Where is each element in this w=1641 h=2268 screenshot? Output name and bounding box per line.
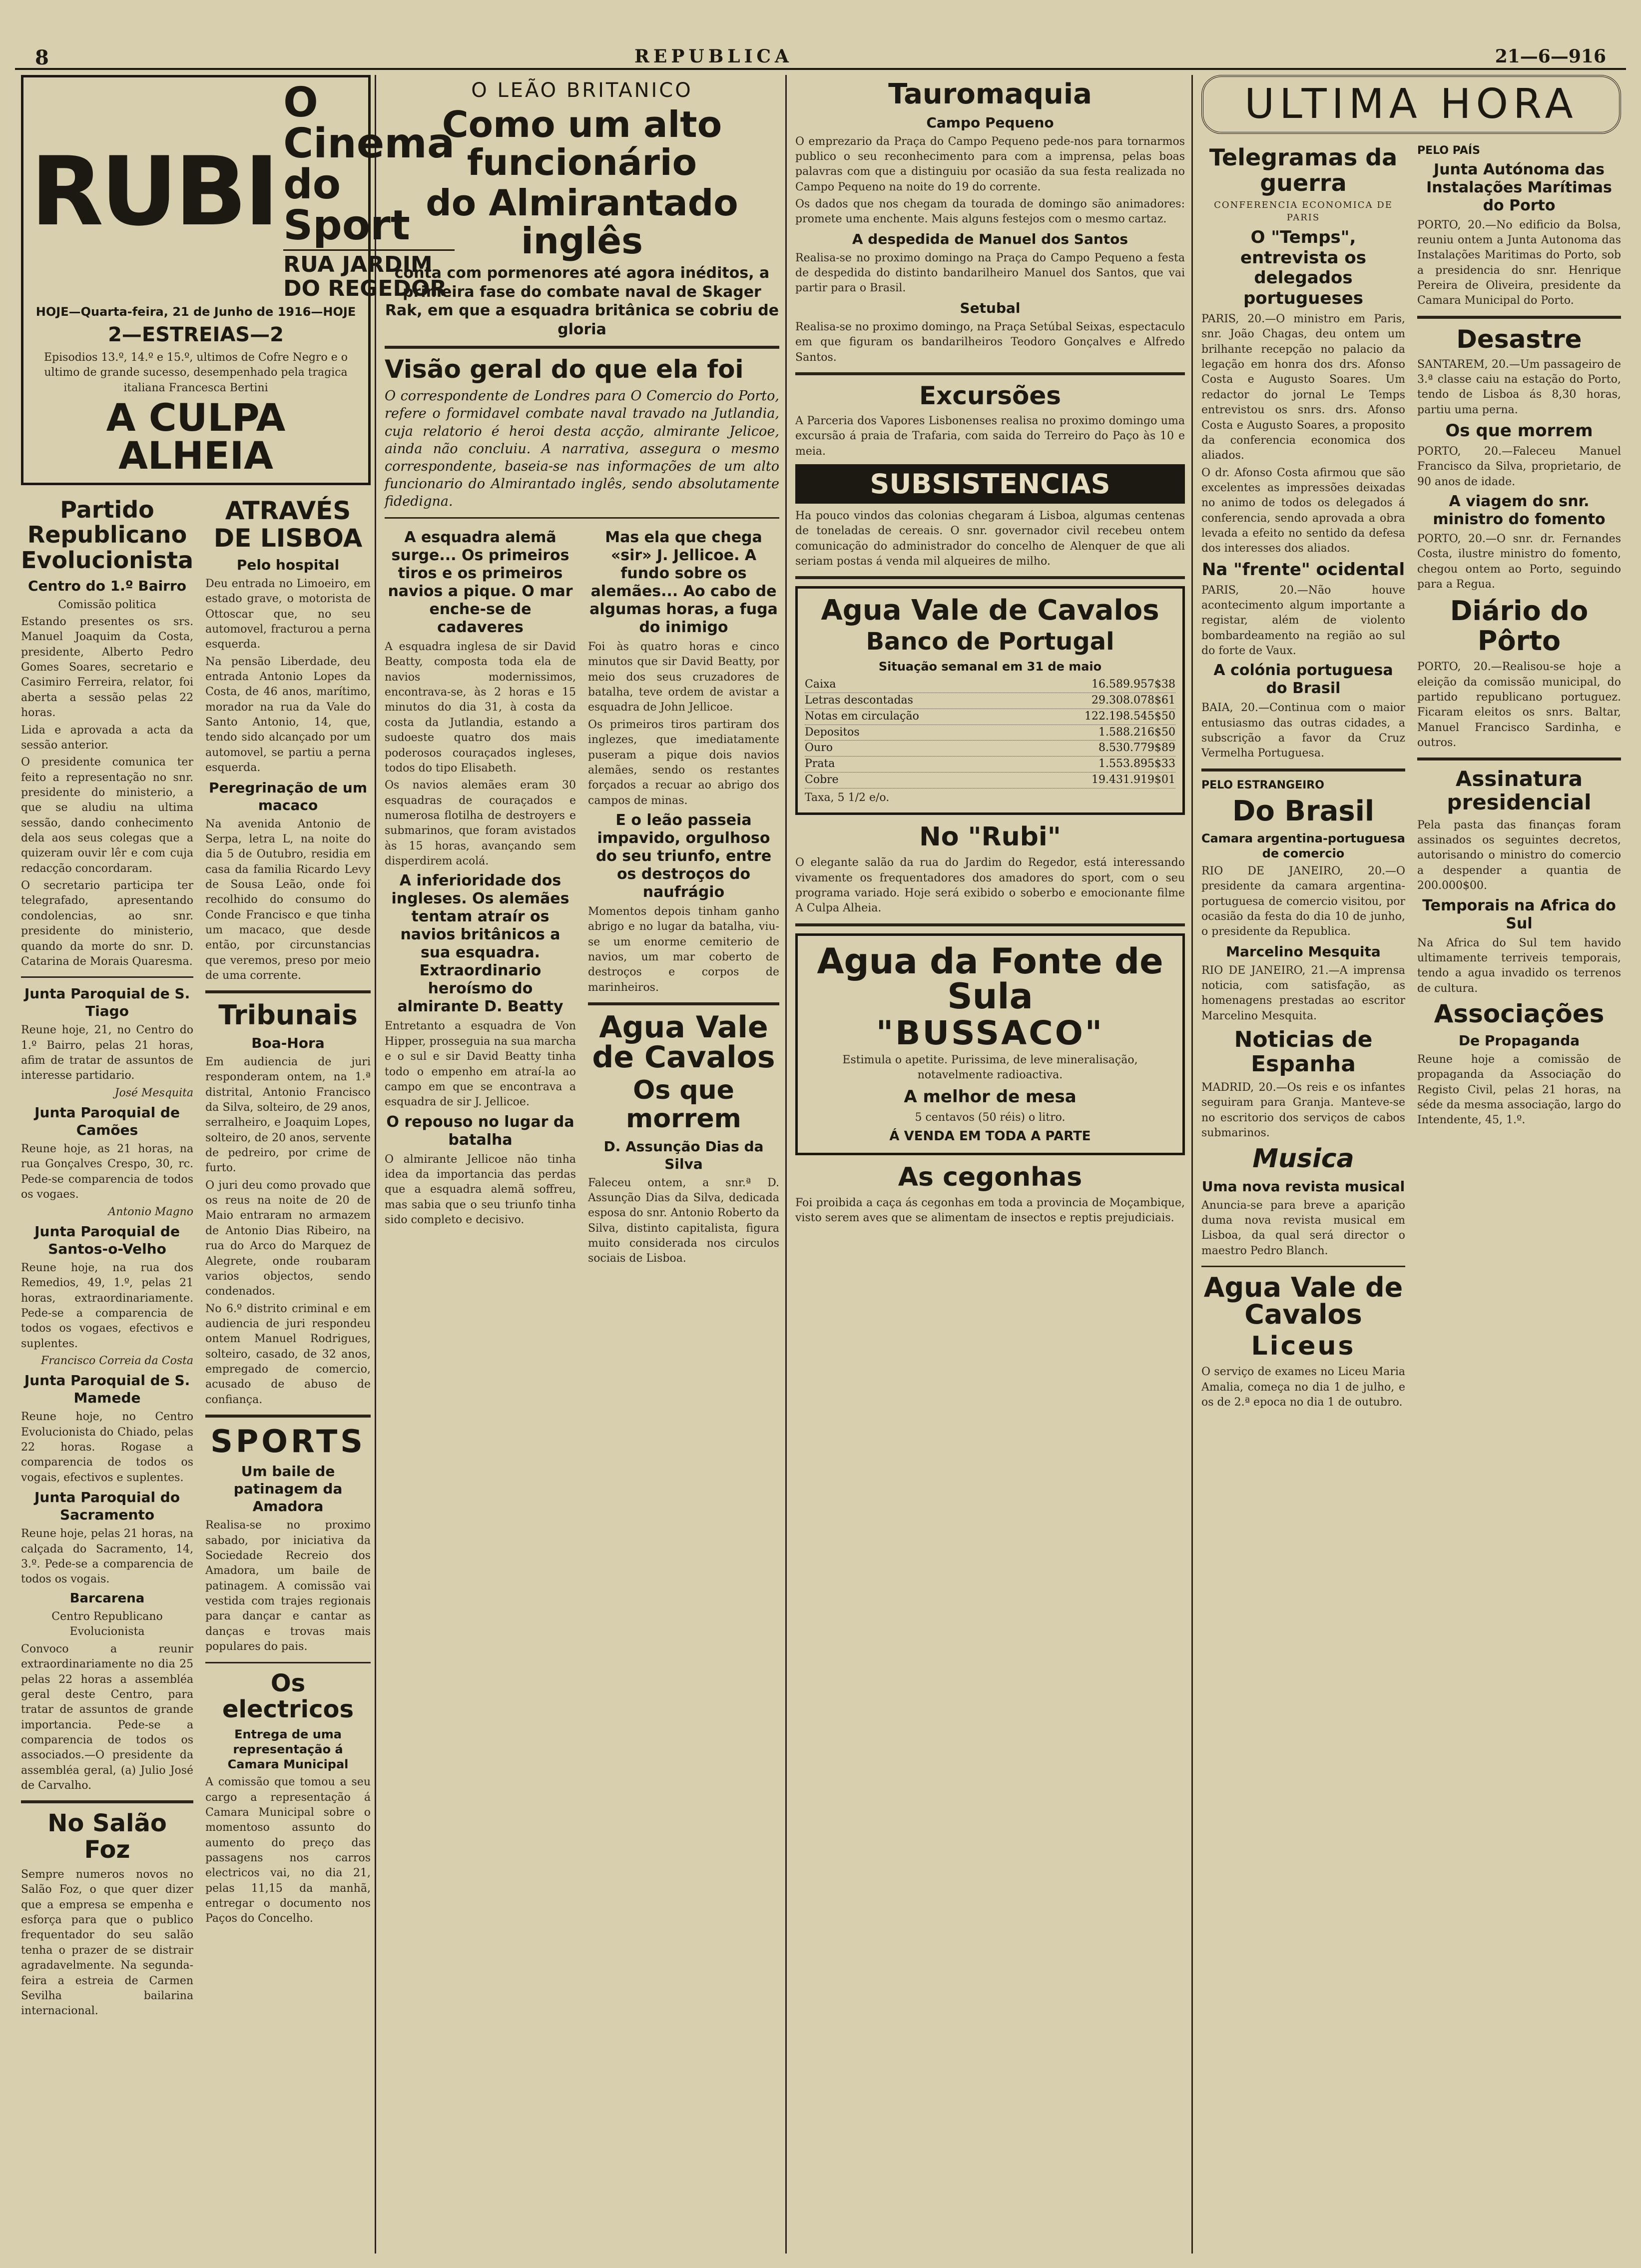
notice-text: Convoco a reunir extraordinariamente no dia 25 pelas 22 horas a assembléa geral deste Centro, para tratar de assuntos de grande importancia. Pede-se a comparencia de todos os associados.—O presidente da assembléa geral, (a) Julio José de Carvalho. bbox=[21, 1642, 194, 1792]
article-title: Partido Republicano Evolucionista bbox=[21, 496, 194, 574]
ad-price: 5 centavos (50 réis) o litro. bbox=[915, 1111, 1066, 1124]
article-title: Do Brasil bbox=[1232, 795, 1375, 828]
rubi-feature: A CULPA ALHEIA bbox=[106, 395, 286, 478]
article-text: Anuncia-se para breve a aparição duma nova revista musical em Lisboa, da qual será director o maestro Pedro Blanch. bbox=[1201, 1199, 1405, 1257]
article-text: Entretanto a esquadra de Von Hipper, prosseguia na sua marcha e o sul e sir David Beatty tinha todo o empenho em atraí-la ao campo em que se encontrava a esquadra de sir J. Jellicoe. bbox=[385, 1020, 576, 1109]
article-text: Pela pasta das finanças foram assinados os seguintes decretos, autorisando o ministro do comercio a despender a quantia de 200.000$00. bbox=[1417, 818, 1621, 892]
section-title: ULTIMA HORA bbox=[1244, 80, 1578, 128]
rubi-logo: RUBI bbox=[30, 136, 277, 247]
rubi-estreias: 2—ESTREIAS—2 bbox=[108, 323, 284, 346]
rubi-cinema-ad bbox=[21, 75, 455, 485]
article-title: Os que morrem bbox=[626, 1075, 741, 1134]
row-value: 122.198.545$50 bbox=[1085, 710, 1175, 723]
article-text: O almirante Jellicoe não tinha idea da importancia das perdas que a esquadra alemã soffreu, mas sabia que o seu triunfo tinha sido completo e decisivo. bbox=[385, 1153, 576, 1227]
section-title: SPORTS bbox=[210, 1423, 366, 1460]
divider bbox=[1417, 316, 1621, 319]
table-row bbox=[805, 772, 1175, 788]
divider bbox=[385, 346, 779, 349]
sub-headline: Mas ela que chega «sir» J. Jellicoe. A fundo sobre os alemães... Ao cabo de algumas horas, a fuga do inimigo bbox=[589, 529, 778, 637]
section-subtitle: De Propaganda bbox=[1458, 1032, 1580, 1049]
sub-headline: A esquadra alemã surge... Os primeiros tiros e os primeiros navios a pique. O mar enche-se de cadaveres bbox=[388, 529, 573, 637]
article-title: Os electricos bbox=[222, 1669, 354, 1724]
article-text: Momentos depois tinham ganho abrigo e no lugar da batalha, viu-se um enorme cemiterio de navios, um mar coberto de destroços e corpos de marinheiros. bbox=[588, 905, 779, 994]
divider bbox=[1417, 757, 1621, 760]
article-text: Na Africa do Sul tem havido ultimamente terriveis temporais, tendo a agua invadido os terrenos de cultura. bbox=[1417, 936, 1621, 995]
column-4 bbox=[1201, 75, 1621, 2254]
col2-split bbox=[385, 526, 779, 1269]
section-label: PELO PAÍS bbox=[1417, 144, 1480, 157]
row-value: 8.530.779$89 bbox=[1098, 742, 1175, 755]
notice-text: Reune hoje, na rua dos Remedios, 49, 1.º, pelas 21 horas, extraordinariamente. Pede-se a comparencia de todos os vogaes, efectivos e suplentes. bbox=[21, 1261, 194, 1350]
divider bbox=[1201, 768, 1405, 771]
row-value: 1.588.216$50 bbox=[1098, 726, 1175, 739]
article-text: Os dados que nos chegam da tourada de domingo são animadores: promete uma enchente. Mais alguns festejos com o mesmo cartaz. bbox=[795, 198, 1185, 226]
article-title: Setubal bbox=[960, 299, 1021, 316]
row-label: Notas em circulação bbox=[805, 710, 919, 723]
headline-deck: conta com pormenores até agora inéditos, a primeira fase do combate naval de Skager Rak, em que a esquadra britânica se cobriu de gloria bbox=[385, 264, 779, 338]
row-value: 1.553.895$33 bbox=[1098, 757, 1175, 770]
row-label: Prata bbox=[805, 757, 835, 770]
column-1 bbox=[21, 75, 455, 2254]
article-text: Faleceu ontem, a snr.ª D. Assunção Dias da Silva, dedicada esposa do snr. Antonio Roberto da Silva, distinto capitalista, figura muito considerada nos circulos sociais de Lisboa. bbox=[588, 1176, 779, 1265]
section-label: PELO ESTRANGEIRO bbox=[1201, 778, 1324, 791]
notice-title: Junta Paroquial de S. Mamede bbox=[24, 1372, 190, 1407]
article-text: O juri deu como provado que os reus na noite de 20 de Maio entraram no armazem de Antonio Dias Ribeiro, na rua do Arco do Marquez de Alegrete, onde roubaram varios objectos, sendo condenados. bbox=[205, 1179, 371, 1298]
article-text: No 6.º distrito criminal e em audiencia de juri respondeu ontem Manuel Rodrigues, solteiro, casado, de 32 anos, empregado de comercio, acusado de abuso de confiança. bbox=[205, 1302, 371, 1406]
article-text: O emprezario da Praça do Campo Pequeno pede-nos para tornarmos publico o seu reconhecimento para com a imprensa, pelas boas palavras com que a distinguiu por ocasião da sua festa realizada no Campo Pequeno na noite do 19 do corrente. bbox=[795, 135, 1185, 193]
issue-date: 21—6—916 bbox=[1495, 46, 1606, 67]
notice-title: Junta Paroquial de Camões bbox=[34, 1104, 180, 1139]
article-subtitle: Comissão politica bbox=[58, 598, 156, 611]
article-text: Os navios alemães eram 30 esquadras de couraçados e numerosa flotilha de destroyers e submarinos, que foram avistados às 15 horas, avançando sem disperdirem acolá. bbox=[385, 779, 576, 868]
article-subtitle: Uma nova revista musical bbox=[1201, 1178, 1405, 1195]
table-row bbox=[805, 741, 1175, 756]
notice-signature: Francisco Correia da Costa bbox=[41, 1355, 194, 1368]
table-row bbox=[805, 693, 1175, 709]
section-headline: Visão geral do que ela foi bbox=[385, 355, 744, 384]
article-text: MADRID, 20.—Os reis e os infantes seguiram para Granja. Manteve-se no escritorio dos serviços de cabos submarinos. bbox=[1201, 1081, 1405, 1139]
article-title: A colónia portuguesa do Brasil bbox=[1213, 662, 1393, 698]
ad-title: Agua da Fonte de Sula bbox=[817, 940, 1163, 1017]
bank-footnote: Taxa, 5 1/2 e/o. bbox=[805, 791, 890, 804]
article-text: PORTO, 20.—Realisou-se hoje a eleição da comissão municipal, do partido republicano portuguez. Ficaram eleitos os snrs. Baltar, Manuel Francisco Sardinha, e outros. bbox=[1417, 661, 1621, 749]
article-text: Os primeiros tiros partiram dos inglezes, que imediatamente puseram a pique dois navios alemães, sendo os restantes forçados a recuar ao abrigo dos campos de minas. bbox=[588, 718, 779, 807]
ad-agua-vale-de-cavalos: Agua Vale de Cavalos bbox=[1203, 1271, 1403, 1330]
section-title: Musica bbox=[1252, 1144, 1354, 1174]
article-text: O elegante salão da rua do Jardim do Regedor, está interessando vivamente os frequentadores dos amadores do sport, com o seu programa variado. Hoje será exibido o soberbo e emocionante filme A Culpa Alheia. bbox=[795, 856, 1185, 915]
divider bbox=[385, 517, 779, 519]
column-3 bbox=[795, 75, 1185, 2254]
table-row bbox=[805, 677, 1175, 693]
row-label: Depositos bbox=[805, 726, 860, 739]
article-text: RIO DE JANEIRO, 20.—O presidente da camara argentina-portuguesa de comercio visitou, por ocasião da festa do dia 10 de junho, o presidente da Republica. bbox=[1201, 864, 1405, 938]
col4-split bbox=[1201, 141, 1621, 1412]
column-rule bbox=[1191, 75, 1193, 2254]
article-subtitle: CONFERENCIA ECONOMICA DE PARIS bbox=[1214, 200, 1393, 223]
article-text: PORTO, 20.—No edificio da Bolsa, reuniu ontem a Junta Autonoma das Instalações Maritimas do Porto, sob a presidencia do snr. Henrique Pereira de Oliveira, presidente da Camara Municipal do Porto. bbox=[1417, 218, 1621, 307]
article-text: PARIS, 20.—O ministro em Paris, snr. João Chagas, deu ontem um brilhante recepção no palacio da legação em honra dos drs. Afonso Costa e Augusto Soares. Um redactor do jornal Le Temps entrevistou os snrs. drs. Afonso Costa e Augusto Soares, a proposito da conferencia economica dos aliados. bbox=[1201, 313, 1405, 462]
bank-table bbox=[805, 677, 1175, 788]
divider bbox=[795, 372, 1185, 375]
page-number: 8 bbox=[35, 46, 49, 69]
column-rule bbox=[785, 75, 787, 2254]
article-text: A comissão que tomou a seu cargo a representação á Camara Municipal sobre o momentoso assunto do aumento do preço das passagens nos carros electricos vai, no dia 21, pelas 11,15 da manhã, entregar o documento nos Paços do Concelho. bbox=[205, 1776, 371, 1925]
article-title: Desastre bbox=[1456, 324, 1582, 354]
article-title: Assinatura presidencial bbox=[1447, 766, 1592, 814]
ad-brand: "BUSSACO" bbox=[876, 1013, 1104, 1052]
article-text: Na avenida Antonio de Serpa, letra L, na noite do dia 5 de Outubro, residia em casa da familia Ricardo Levy de Sousa Leão, onde foi recolhido do consumo do Conde Francisco e que tinha um macaco, que desde então, por circunstancias que veremos, preso por meio de uma corrente. bbox=[205, 817, 371, 982]
article-subtitle: Camara argentina-portuguesa de comercio bbox=[1201, 831, 1405, 860]
article-title: Os que morrem bbox=[1445, 421, 1593, 441]
article-text: O dr. Afonso Costa afirmou que são excelentes as impressões deixadas no animo de todos os delegados á conferencia, sendo aprovada a obra levada a efeito no sentido da defesa dos interesses dos aliados. bbox=[1201, 466, 1405, 555]
divider bbox=[205, 990, 371, 993]
article-text: A esquadra inglesa de sir David Beatty, composta toda ela de navios modernissimos, encontrava-se, às 2 horas e 15 minutos do dia 31, à costa da costa da Jutlandia, estando a sudoeste quatro dos mais poderosos couraçados ingleses, todos do tipo Elisabeth. bbox=[385, 641, 576, 774]
article-text: PORTO, 20.—O snr. dr. Fernandes Costa, ilustre ministro do fomento, chegou ontem ao Porto, seguindo para a Regua. bbox=[1417, 532, 1621, 591]
notice-title: Junta Paroquial de Santos-o-Velho bbox=[34, 1223, 180, 1257]
notice-title: Barcarena bbox=[69, 1590, 145, 1606]
ad-agua-vale-de-cavalos: Agua Vale de Cavalos bbox=[821, 594, 1159, 627]
section-subtitle: Boa-Hora bbox=[251, 1034, 325, 1051]
article-title: Junta Autónoma das Instalações Marítimas do Porto bbox=[1426, 160, 1612, 214]
table-row bbox=[805, 709, 1175, 725]
kicker: O LEÃO BRITANICO bbox=[471, 79, 693, 102]
article-text: Sempre numeros novos no Salão Foz, o que quer dizer que a empresa se empenha e esforça para que o publico frequentador do seu salão tenha o prazer de se distrair agradavelmente. Na segunda-feira a estreia de Carmen Sevilha bailarina internacional. bbox=[21, 1868, 194, 2018]
section-title: Liceus bbox=[1251, 1331, 1356, 1361]
divider bbox=[21, 1800, 193, 1803]
bank-report bbox=[795, 586, 1185, 815]
article-text: O secretario participa ter telegrafado, apresentando condolencias, ao snr. presidente do ministerio, quando da morte do snr. D. Catarina de Morais Quaresma. bbox=[21, 879, 194, 968]
sub-headline: O repouso no lugar da batalha bbox=[386, 1113, 574, 1149]
section-title: Tribunais bbox=[218, 999, 358, 1031]
article-title: A viagem do snr. ministro do fomento bbox=[1433, 492, 1606, 528]
article-text: Em audiencia de juri responderam ontem, na 1.ª distrital, Antonio Francisco da Silva, solteiro, de 29 anos, serralheiro, e Joaquim Lopes, solteiro, de 20 anos, servente de pedreiro, por crime de furto. bbox=[205, 1055, 371, 1175]
table-row bbox=[805, 756, 1175, 772]
section-title: SUBSISTENCIAS bbox=[795, 464, 1185, 504]
row-value: 16.589.957$38 bbox=[1092, 678, 1175, 691]
section-title: Excursões bbox=[919, 381, 1062, 410]
article-title: Noticias de Espanha bbox=[1234, 1027, 1373, 1077]
newspaper-name: REPUBLICA bbox=[634, 46, 793, 67]
article-text: Estando presentes os srs. Manuel Joaquim da Costa, presidente, Alberto Pedro Gomes Soares, secretario e Casimiro Ferreira, relator, foi aberta a sessão pelas 22 horas. bbox=[21, 616, 194, 720]
divider bbox=[205, 1662, 371, 1663]
rubi-date: HOJE—Quarta-feira, 21 de Junho de 1916—HOJE bbox=[35, 304, 356, 319]
article-text: Reune hoje a comissão de propaganda da Associação do Registo Civil, pelas 21 horas, na séde da mesma associação, largo do Intendente, 45, 1.º. bbox=[1417, 1053, 1621, 1127]
article-title: As cegonhas bbox=[898, 1162, 1083, 1192]
article-title: Marcelino Mesquita bbox=[1226, 943, 1381, 960]
article-title: O "Temps", entrevista os delegados portugueses bbox=[1240, 227, 1367, 309]
row-value: 29.308.078$61 bbox=[1092, 694, 1175, 707]
divider bbox=[795, 923, 1185, 926]
article-title: Um baile de patinagem da Amadora bbox=[233, 1463, 343, 1515]
rubi-episodes: Episodios 13.º, 14.º e 15.º, ultimos de Cofre Negro e o ultimo de grande sucesso, desempenhado pela tragica italiana Francesca Bertini bbox=[43, 351, 348, 394]
notice-text: Reune hoje, no Centro Evolucionista do Chiado, pelas 22 horas. Rogase a comparencia de todos os vogais, efectivos e suplentes. bbox=[21, 1411, 194, 1484]
article-text: A Parceria dos Vapores Lisbonenses realisa no proximo domingo uma excursão á praia de Trafaria, com saida do Terreiro do Paço às 10 e meia. bbox=[795, 414, 1185, 458]
sub-headline: E o leão passeia impavido, orgulhoso do seu triunfo, entre os destroços do naufrágio bbox=[595, 811, 772, 901]
section-title: Associações bbox=[1434, 999, 1605, 1028]
col4-right bbox=[1417, 141, 1621, 1412]
row-label: Caixa bbox=[805, 678, 836, 691]
ad-tagline: A melhor de mesa bbox=[904, 1086, 1077, 1107]
column-rule bbox=[375, 75, 376, 2254]
article-title: Telegramas da guerra bbox=[1209, 144, 1398, 196]
article-text: PORTO, 20.—Faleceu Manuel Francisco da Silva, proprietario, de 90 anos de idade. bbox=[1417, 445, 1621, 488]
main-headline: Como um alto funcionário bbox=[442, 103, 722, 183]
ad-availability: Á VENDA EM TODA A PARTE bbox=[889, 1129, 1091, 1144]
article-text: RIO DE JANEIRO, 21.—A imprensa noticia, com satisfação, as homenagens prestadas ao escritor Marcelino Mesquita. bbox=[1201, 964, 1405, 1022]
notice-text: Reune hoje, pelas 21 horas, na calçada do Sacramento, 14, 3.º. Pede-se a comparencia de todos os vogais. bbox=[21, 1527, 194, 1586]
table-row bbox=[805, 725, 1175, 741]
section-subtitle: Campo Pequeno bbox=[926, 114, 1054, 131]
article-text: Ha pouco vindos das colonias chegaram á Lisboa, algumas centenas de toneladas de cereais. O snr. governador civil recebeu ontem comunicação do administrador do concelho de Alenquer de que ali seriam postas á venda mil alqueires de milho. bbox=[795, 509, 1185, 568]
notice-subtitle: Centro Republicano Evolucionista bbox=[51, 1610, 163, 1638]
article-text: Realisa-se no proximo domingo na Praça do Campo Pequeno a festa de despedida do distinto bandarilheiro Manuel dos Santos, que vai partir para o Brasil. bbox=[795, 251, 1185, 295]
article-text: O serviço de exames no Liceu Maria Amalia, começa no dia 1 de julho, e os de 2.ª epoca no dia 1 de outubro. bbox=[1201, 1366, 1405, 1409]
notice-title: Junta Paroquial do Sacramento bbox=[34, 1489, 180, 1523]
article-title: Temporais na Africa do Sul bbox=[1422, 896, 1616, 932]
divider bbox=[205, 1415, 371, 1418]
article-text: Realisa-se no proximo sabado, por iniciativa da Sociedade Recreio dos Amadora, um baile de patinagem. A comissão vai vestida com trajes regionais para dançar e cantar as danças e trovas mais populares do pais. bbox=[205, 1519, 371, 1653]
ad-text: Estimula o apetite. Purissima, de leve mineralisação, notavelmente radioactiva. bbox=[842, 1053, 1138, 1082]
article-text: Na pensão Liberdade, deu entrada Antonio Lopes da Costa, de 46 anos, marítimo, morador na rua da Vale do Santo Antonio, 14, que, tendo sido alcançado por um automovel, se partiu a perna esquerda. bbox=[205, 655, 371, 774]
col2-right bbox=[588, 526, 779, 1269]
section-title: ATRAVÉS DE LISBOA bbox=[213, 496, 363, 553]
section-title: Tauromaquia bbox=[888, 78, 1092, 110]
article-title: Diário do Pôrto bbox=[1450, 595, 1589, 657]
bank-subtitle: Situação semanal em 31 de maio bbox=[878, 660, 1102, 674]
article-title: No "Rubi" bbox=[919, 822, 1061, 852]
article-title: Na "frente" ocidental bbox=[1201, 559, 1405, 580]
article-title: No Salão Foz bbox=[47, 1809, 167, 1864]
col1-right bbox=[205, 493, 371, 2021]
main-headline: do Almirantado inglês bbox=[426, 182, 738, 262]
col2-left bbox=[385, 526, 576, 1269]
sub-headline: A inferioridade dos ingleses. Os alemães tentam atraír os navios britânicos a sua esquadra. Extraordinario heroísmo do almirante D. Beatty bbox=[391, 872, 569, 1016]
section-subtitle: Pelo hospital bbox=[236, 556, 340, 573]
notice-signature: Antonio Magno bbox=[108, 1205, 194, 1218]
notice-text: Reune hoje, 21, no Centro do 1.º Bairro, pelas 21 horas, afim de tratar de assuntos de interesse partidario. bbox=[21, 1024, 194, 1082]
ultima-hora-banner bbox=[1201, 75, 1621, 134]
article-text: PARIS, 20.—Não houve acontecimento algum importante a registar, além de violento bombardeamento na região ao sul do forte de Vaux. bbox=[1201, 584, 1405, 658]
article-text: Lida e aprovada a acta da sessão anterior. bbox=[21, 724, 194, 752]
article-text: SANTAREM, 20.—Um passageiro de 3.ª classe caiu na estação do Porto, tendo de Lisboa ás 8,30 horas, partiu uma perna. bbox=[1417, 358, 1621, 416]
row-label: Ouro bbox=[805, 742, 833, 755]
notice-signature: José Mesquita bbox=[114, 1086, 194, 1099]
col4-left bbox=[1201, 141, 1405, 1412]
rubi-title: O Cinema do Sport bbox=[283, 79, 455, 249]
article-text: Deu entrada no Limoeiro, em estado grave, o motorista de Ottoscar que, no seu automovel, fracturou a perna esquerda. bbox=[205, 577, 371, 651]
row-value: 19.431.919$01 bbox=[1092, 773, 1175, 786]
divider bbox=[1201, 1266, 1405, 1267]
masthead bbox=[15, 46, 1626, 70]
row-label: Cobre bbox=[805, 773, 839, 786]
article-text: Foi proibida a caça ás cegonhas em toda a provincia de Moçambique, visto serem aves que se alimentam de insectos e reptis prejudiciais. bbox=[795, 1197, 1185, 1225]
divider bbox=[21, 976, 193, 978]
article-text: BAIA, 20.—Continua com o maior entusiasmo das outras cidades, a subscrição a favor da Cruz Vermelha Portuguesa. bbox=[1201, 702, 1405, 760]
col1-left bbox=[21, 493, 193, 2021]
row-label: Letras descontadas bbox=[805, 694, 913, 707]
article-text: Realisa-se no proximo domingo, na Praça Setúbal Seixas, espectaculo em que figuram os bandarilheiros Teodoro Gonçalves e Alfredo Santos. bbox=[795, 320, 1185, 364]
article-subtitle: D. Assunção Dias da Silva bbox=[603, 1138, 764, 1172]
article-text: Foi às quatro horas e cinco minutos que sir David Beatty, por meio dos seus cruzadores de batalha, teve ordem de avistar a esquadra de John Jellicoe. bbox=[588, 641, 779, 714]
article-text: O presidente comunica ter feito a representação no snr. presidente do ministerio, a que se aludiu na ultima sessão, dando conhecimento dela aos seus colegas que a quizeram ouvir lêr e com cuja redacção concordaram. bbox=[21, 756, 194, 875]
lead-paragraph: O correspondente de Londres para O Comercio do Porto, refere o formidavel combate naval travado na Jutlandia, cuja relatorio é heroi desta acção, almirante Jelicoe, ainda não concluiu. A narrativa, assegura o mesmo correspondente, baseia-se nas informações de um alto funcionario do Almirantado inglês, sendo absolutamente fidedigna. bbox=[385, 388, 779, 509]
bank-title: Banco de Portugal bbox=[866, 628, 1114, 656]
article-title: A despedida de Manuel dos Santos bbox=[852, 230, 1128, 247]
divider bbox=[795, 576, 1185, 579]
ad-bussaco bbox=[795, 933, 1185, 1155]
col1-split bbox=[21, 493, 371, 2021]
ad-agua-vale-de-cavalos: Agua Vale de Cavalos bbox=[592, 1010, 775, 1075]
article-subtitle: Entrega de uma representação á Camara Municipal bbox=[227, 1727, 349, 1772]
article-title: Peregrinação de um macaco bbox=[209, 779, 368, 813]
column-2 bbox=[385, 75, 779, 2254]
divider bbox=[588, 1002, 779, 1005]
notice-text: Reune hoje, as 21 horas, na rua Gonçalves Crespo, 30, rc. Pede-se comparencia de todos os vogaes. bbox=[21, 1143, 194, 1201]
notice-title: Junta Paroquial de S. Tiago bbox=[24, 985, 190, 1020]
article-subtitle: Centro do 1.º Bairro bbox=[28, 577, 187, 594]
rubi-address: RUA JARDIM DO REGEDOR bbox=[283, 249, 455, 301]
